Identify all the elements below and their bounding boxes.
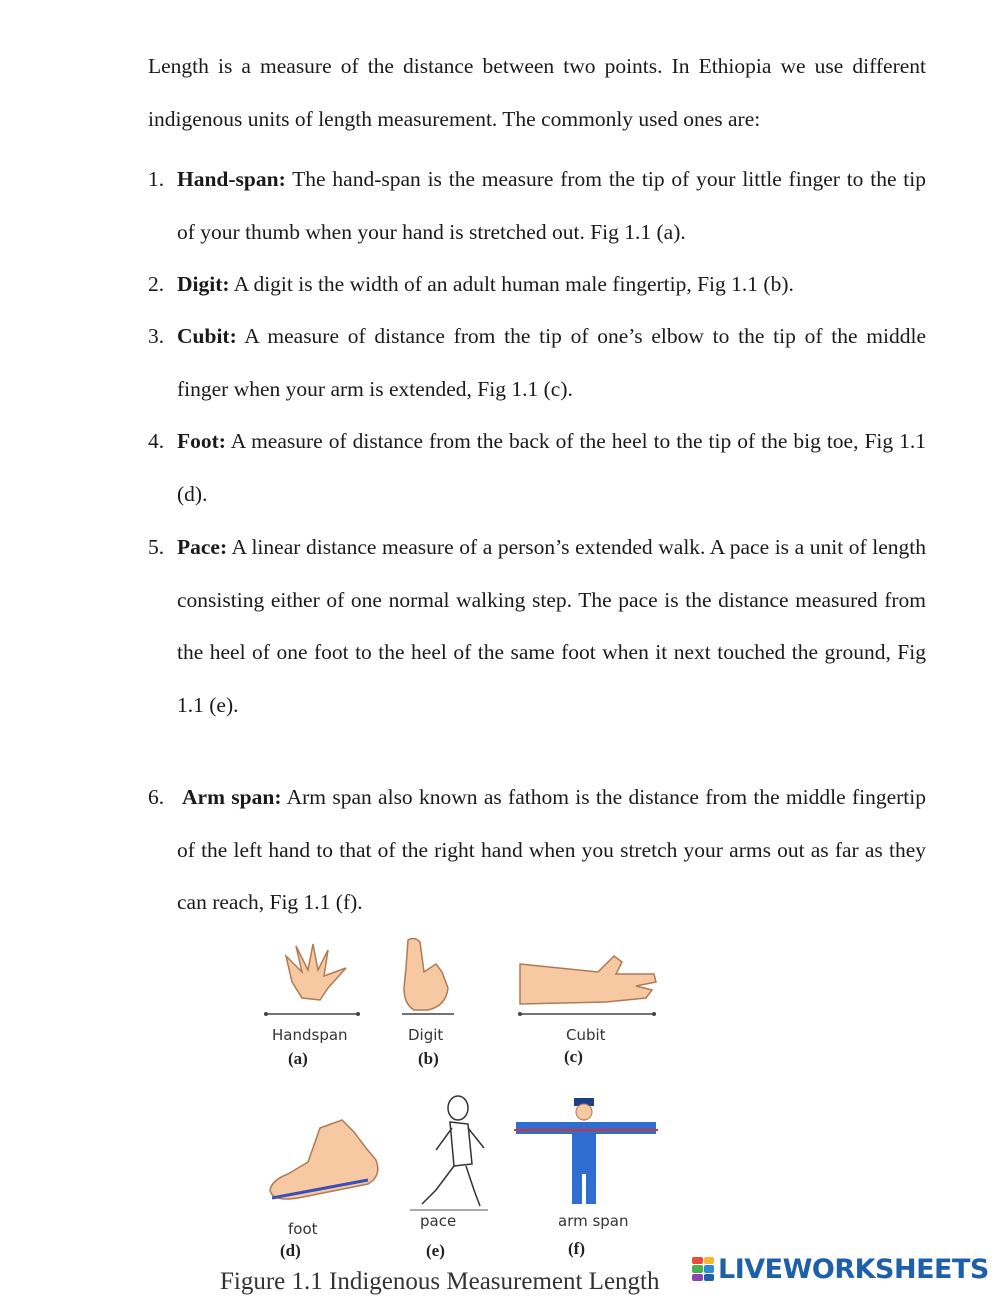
item-text: A digit is the width of an adult human male fingertip, Fig 1.1 (b).	[229, 272, 794, 296]
pace-letter: (e)	[426, 1241, 445, 1260]
list-item-digit	[148, 258, 926, 311]
list-item-hand-span	[148, 153, 926, 258]
item-number: 3.	[148, 324, 165, 348]
digit-label: Digit	[408, 1026, 444, 1044]
foot-letter: (d)	[280, 1241, 301, 1260]
item-number: 6.	[148, 785, 165, 809]
item-text: A linear distance measure of a person’s extended walk. A pace is a unit of length consisting either of one normal walking step. The pace is the distance measured from the heel of one foot to the heel of the same foot when it next touched the ground, Fig 1.1 (e).	[177, 535, 926, 717]
item-term: Foot:	[177, 429, 226, 453]
list-item-cubit	[148, 310, 926, 415]
figure-caption: Figure 1.1 Indigenous Measurement Length	[220, 1268, 660, 1295]
cubit-letter: (c)	[564, 1047, 583, 1066]
intro-paragraph: Length is a measure of the distance between two points. In Ethiopia we use different indigenous units of length measurement. The commonly used ones are:	[148, 54, 926, 131]
measurement-figure	[258, 928, 666, 1268]
item-term: Digit:	[177, 272, 230, 296]
digit-illustration	[402, 938, 454, 1014]
arm-span-letter: (f)	[568, 1239, 585, 1258]
arm-span-illustration	[514, 1098, 658, 1204]
item-text: Arm span also known as fathom is the distance from the middle fingertip of the left hand to that of the right hand when you stretch your arms out as far as they can reach, Fig 1.1 (f).	[177, 785, 926, 914]
item-number: 5.	[148, 535, 165, 559]
list-item-arm-span	[148, 771, 926, 929]
item-term: Pace:	[177, 535, 228, 559]
item-term: Hand-span:	[177, 167, 286, 191]
item-term: Cubit:	[177, 324, 237, 348]
handspan-illustration	[264, 944, 360, 1016]
handspan-label: Handspan	[272, 1026, 348, 1044]
cubit-illustration	[518, 956, 656, 1016]
digit-letter: (b)	[418, 1049, 439, 1068]
liveworksheets-logo	[692, 1252, 989, 1286]
foot-illustration	[270, 1120, 378, 1199]
item-number: 4.	[148, 429, 165, 453]
pace-label: pace	[420, 1212, 457, 1230]
item-number: 2.	[148, 272, 165, 296]
item-text: A measure of distance from the tip of one’s elbow to the tip of the middle finger when your arm is extended, Fig 1.1 (c).	[177, 324, 926, 401]
item-text: The hand-span is the measure from the tip of your little finger to the tip of your thumb when your hand is stretched out. Fig 1.1 (a).	[177, 167, 926, 244]
item-term: Arm span:	[182, 785, 282, 809]
item-text: A measure of distance from the back of the heel to the tip of the big toe, Fig 1.1 (d).	[177, 429, 926, 506]
list-item-pace	[148, 521, 926, 731]
arm-span-label: arm span	[558, 1212, 629, 1230]
foot-label: foot	[288, 1220, 318, 1238]
brand-name: LIVEWORKSHEETS	[718, 1253, 989, 1285]
brand-grid-icon	[692, 1257, 714, 1281]
pace-illustration	[410, 1096, 488, 1210]
handspan-letter: (a)	[288, 1049, 308, 1068]
cubit-label: Cubit	[566, 1026, 606, 1044]
list-item-foot	[148, 415, 926, 520]
item-number: 1.	[148, 167, 165, 191]
